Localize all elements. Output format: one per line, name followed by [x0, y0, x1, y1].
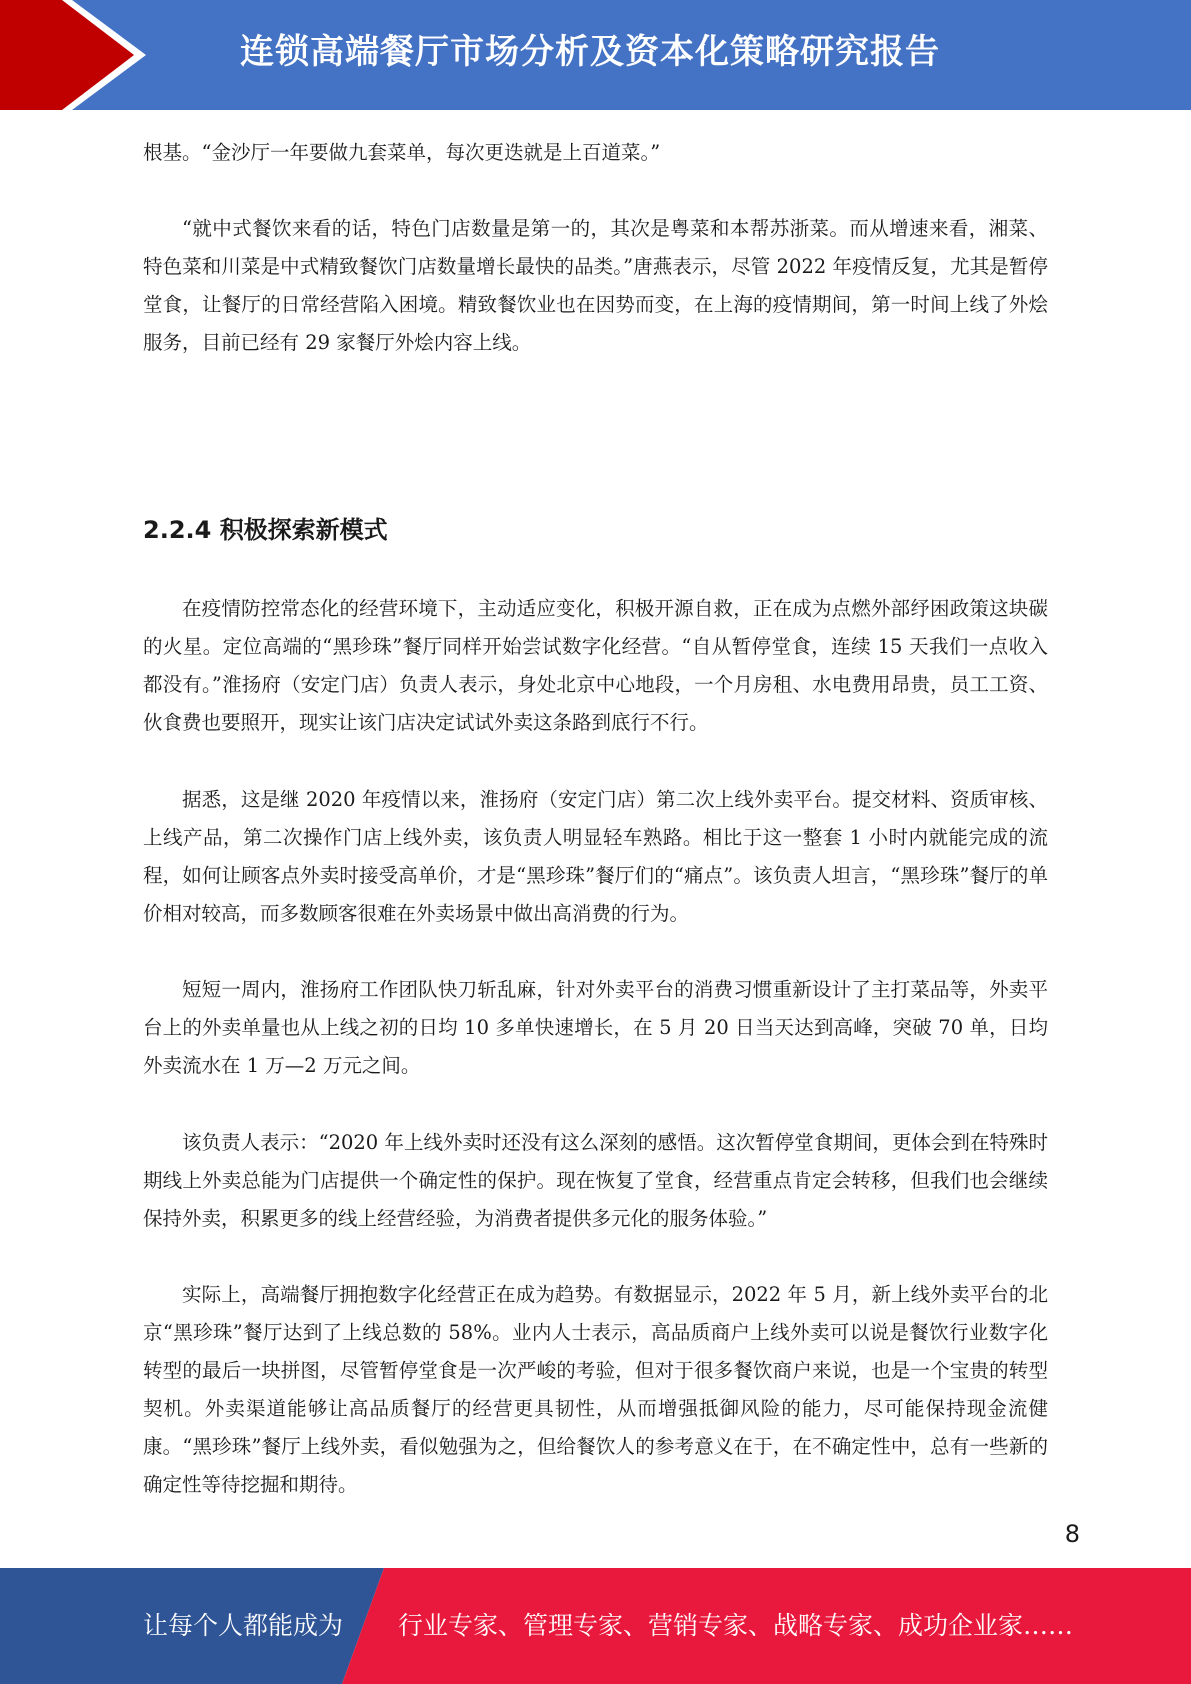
- paragraph-continued: 根基。“金沙厅一年要做九套菜单，每次更迭就是上百道菜。”: [143, 141, 661, 164]
- page-number: 8: [1064, 1520, 1080, 1548]
- section-heading: 2.2.4 积极探索新模式: [143, 516, 388, 544]
- paragraph: “就中式餐饮来看的话，特色门店数量是第一的，其次是粤菜和本帮苏浙菜。而从增速来看，湘菜、特色菜和川菜是中式精致餐饮门店数量增长最快的品类。”唐燕表示，尽管 2022 年疫情反复，尤其是暂停堂食，让餐厅的日常经营陷入困境。精致餐饮业也在因势而变，在上海的疫情期间，第一时间上线了外烩服务，目前已经有 29 家餐厅外烩内容上线。: [143, 217, 1048, 354]
- footer-slogan-left: 让每个人都能成为: [143, 1611, 344, 1640]
- header-chevron-graphic: [0, 0, 160, 110]
- paragraph: 该负责人表示：“2020 年上线外卖时还没有这么深刻的感悟。这次暂停堂食期间，更体会到在特殊时期线上外卖总能为门店提供一个确定性的保护。现在恢复了堂食，经营重点肯定会转移，但我们也会继续保持外卖，积累更多的线上经营经验，为消费者提供多元化的服务体验。”: [143, 1131, 1048, 1230]
- footer-slogan-right: 行业专家、管理专家、营销专家、战略专家、成功企业家……: [398, 1611, 1074, 1640]
- paragraph: 实际上，高端餐厅拥抱数字化经营正在成为趋势。有数据显示，2022 年 5 月，新上线外卖平台的北京“黑珍珠”餐厅达到了上线总数的 58%。业内人士表示，高品质商户上线外卖可以说是餐饮行业数字化转型的最后一块拼图，尽管暂停堂食是一次严峻的考验，但对于很多餐饮商户来说，也是一个宝贵的转型契机。外卖渠道能够让高品质餐厅的经营更具韧性，从而增强抵御风险的能力，尽可能保持现金流健康。“黑珍珠”餐厅上线外卖，看似勉强为之，但给餐饮人的参考意义在于，在不确定性中，总有一些新的确定性等待挖掘和期待。: [143, 1283, 1048, 1496]
- chevron-red: [0, 0, 134, 110]
- paragraph: 在疫情防控常态化的经营环境下，主动适应变化，积极开源自救，正在成为点燃外部纾困政策这块碳的火星。定位高端的“黑珍珠”餐厅同样开始尝试数字化经营。“自从暂停堂食，连续 15 天我们一点收入都没有。”淮扬府（安定门店）负责人表示，身处北京中心地段，一个月房租、水电费用昂贵，员工工资、伙食费也要照开，现实让该门店决定试试外卖这条路到底行不行。: [143, 597, 1048, 734]
- paragraph: 据悉，这是继 2020 年疫情以来，淮扬府（安定门店）第二次上线外卖平台。提交材料、资质审核、上线产品，第二次操作门店上线外卖，该负责人明显轻车熟路。相比于这一整套 1 小时内就能完成的流程，如何让顾客点外卖时接受高单价，才是“黑珍珠”餐厅们的“痛点”。该负责人坦言，“黑珍珠”餐厅的单价相对较高，而多数顾客很难在外卖场景中做出高消费的行为。: [143, 788, 1048, 925]
- report-title: 连锁高端餐厅市场分析及资本化策略研究报告: [240, 32, 940, 72]
- paragraph: 短短一周内，淮扬府工作团队快刀斩乱麻，针对外卖平台的消费习惯重新设计了主打菜品等，外卖平台上的外卖单量也从上线之初的日均 10 多单快速增长，在 5 月 20 日当天达到高峰，突破 70 单，日均外卖流水在 1 万—2 万元之间。: [143, 978, 1048, 1077]
- page-header: [0, 0, 1191, 110]
- page-footer: [0, 1568, 1191, 1684]
